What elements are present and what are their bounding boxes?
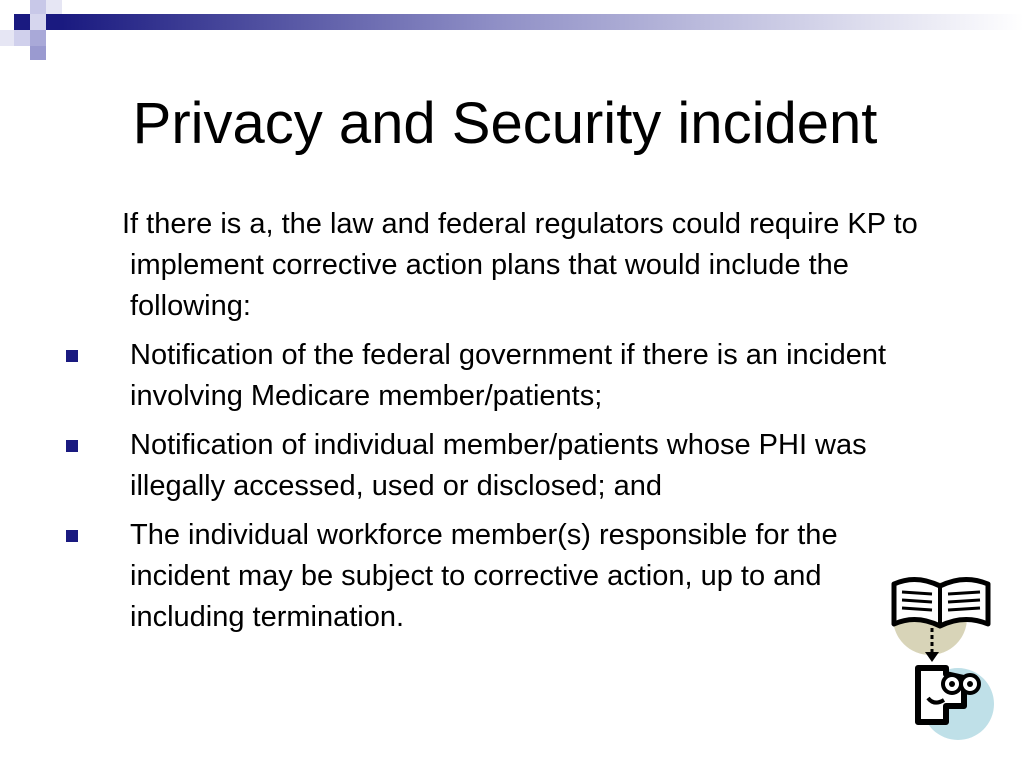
- bullet-list: [60, 335, 940, 638]
- book-reader-clipart-icon: [888, 566, 1000, 744]
- square-bullet-icon: [66, 440, 78, 452]
- slide-title: Privacy and Security incident: [132, 91, 878, 156]
- intro-paragraph: If there is a, the law and federal regulators could require KP to implement corrective action plans that would include the following:: [122, 208, 918, 322]
- bullet-text: Notification of individual member/patients whose PHI was illegally accessed, used or disclosed; and: [130, 429, 867, 502]
- square-tile-banner-icon: [0, 0, 1024, 62]
- bullet-text: The individual workforce member(s) responsible for the incident may be subject to corrective action, up to and including termination.: [130, 519, 838, 633]
- list-item: [60, 335, 940, 417]
- square-bullet-icon: [66, 530, 78, 542]
- list-item: [60, 515, 940, 638]
- slide-body: [60, 204, 940, 646]
- list-item: [60, 425, 940, 507]
- square-bullet-icon: [66, 350, 78, 362]
- bullet-text: Notification of the federal government if there is an incident involving Medicare member/patients;: [130, 339, 887, 412]
